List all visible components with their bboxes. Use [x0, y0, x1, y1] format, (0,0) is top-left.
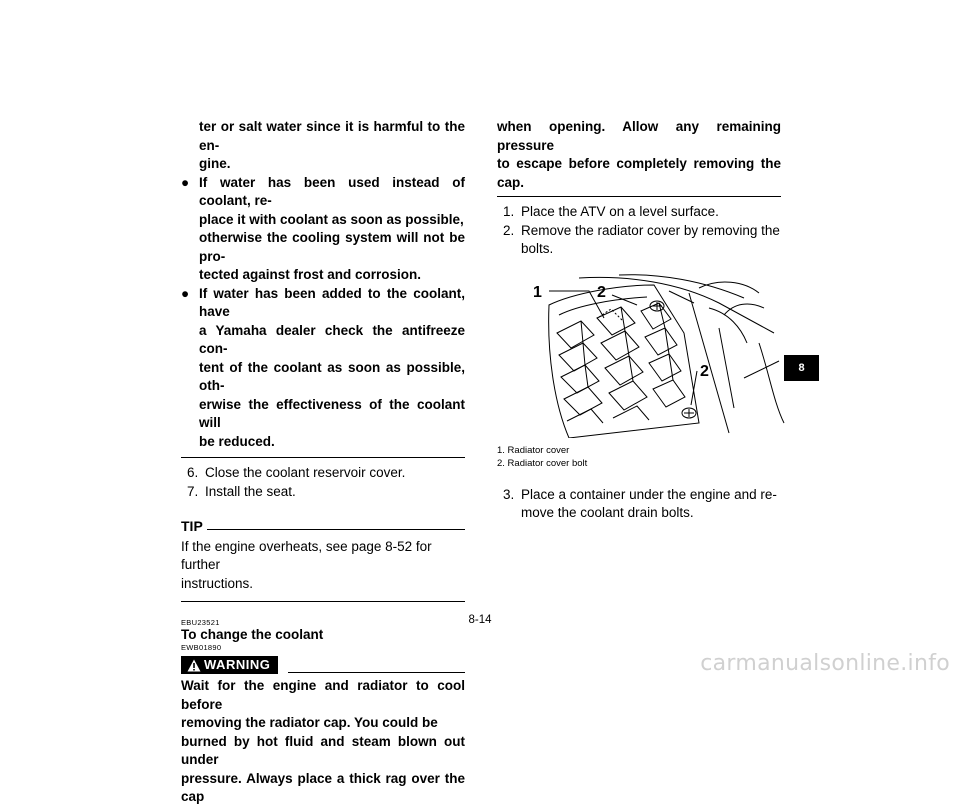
- text-line: tected against frost and corrosion.: [199, 267, 422, 282]
- warning-rule: [288, 672, 465, 673]
- text-line: erwise the effectiveness of the coolant will: [199, 396, 465, 430]
- warning-code: EWB01890: [181, 643, 222, 652]
- bullet-icon: ●: [181, 285, 190, 301]
- radiator-cover-illustration: [519, 273, 789, 438]
- tip-end-rule: [181, 601, 465, 602]
- figure-label-1: 1: [533, 283, 542, 301]
- warning-text-continued: [497, 118, 781, 192]
- warning-header: [181, 656, 465, 674]
- warning-text: [181, 677, 465, 807]
- tip-rule: [207, 529, 465, 530]
- warning-triangle-icon: [187, 659, 201, 672]
- warning-badge: [181, 656, 278, 674]
- step-text: Place a container under the engine and re-: [521, 486, 777, 502]
- step-text: Place the ATV on a level surface.: [521, 204, 719, 219]
- figure-captions: [497, 444, 781, 470]
- step-number: 1.: [503, 204, 515, 219]
- text-line: If water has been added to the coolant, have: [199, 285, 465, 319]
- caption-radiator-cover-bolt: 2. Radiator cover bolt: [497, 457, 588, 469]
- step-text: move the coolant drain bolts.: [521, 505, 694, 520]
- step-number: 3.: [503, 486, 515, 502]
- figure-label-2a: 2: [597, 283, 606, 301]
- text-line: otherwise the cooling system will not be pro-: [199, 230, 465, 264]
- chapter-tab: 8: [784, 355, 819, 381]
- tip-label: TIP: [181, 518, 203, 534]
- bullet-icon: ●: [181, 174, 190, 190]
- right-column: [497, 118, 781, 523]
- step-3: [497, 486, 781, 523]
- warning-end-rule: [497, 196, 781, 197]
- page-number: 8-14: [468, 614, 492, 626]
- text-line: If the engine overheats, see page 8-52 for further: [181, 538, 432, 572]
- section-title: To change the coolant: [181, 627, 324, 642]
- section-code: EBU23521: [181, 618, 220, 627]
- left-column: [181, 118, 465, 807]
- step-7: [181, 483, 465, 502]
- text-line: ter or salt water since it is harmful to the en-: [199, 119, 465, 153]
- tip-header: [181, 517, 465, 536]
- text-line: place it with coolant as soon as possible,: [199, 211, 464, 227]
- step-number: 2.: [503, 222, 515, 238]
- step-number: 7.: [187, 483, 199, 499]
- step-text: bolts.: [521, 241, 554, 256]
- text-line: be reduced.: [199, 433, 275, 449]
- text-line: If water has been used instead of coolant, re-: [199, 174, 465, 208]
- text-line: removing the radiator cap. You could be: [181, 715, 438, 730]
- figure-label-2b: 2: [700, 362, 709, 380]
- step-text: Remove the radiator cover by removing the: [521, 222, 780, 238]
- bullet-item-water-replace: [181, 174, 465, 285]
- step-6: [181, 464, 465, 483]
- text-line: tent of the coolant as soon as possible, oth-: [199, 359, 465, 393]
- tip-body: [181, 538, 465, 594]
- text-line: when opening. Allow any remaining pressure: [497, 119, 781, 153]
- text-line: a Yamaha dealer check the antifreeze con-: [199, 322, 465, 356]
- step-text: Install the seat.: [205, 483, 296, 499]
- text-line: burned by hot fluid and steam blown out under: [181, 733, 465, 767]
- bullet-item-water-added: [181, 285, 465, 452]
- text-line: instructions.: [181, 575, 254, 591]
- caption-radiator-cover: 1. Radiator cover: [497, 444, 570, 456]
- text-line: gine.: [199, 156, 231, 171]
- text-line: to escape before completely removing the cap.: [497, 156, 781, 190]
- notice-end-rule: [181, 457, 465, 458]
- watermark: carmanualsonline.info: [700, 651, 950, 676]
- warning-label: WARNING: [204, 656, 271, 672]
- step-1: [497, 203, 781, 222]
- continued-warning-text: [181, 118, 465, 174]
- step-number: 6.: [187, 465, 199, 480]
- text-line: pressure. Always place a thick rag over the cap: [181, 770, 465, 804]
- text-line: Wait for the engine and radiator to cool before: [181, 678, 465, 712]
- step-2: [497, 222, 781, 259]
- step-text: Close the coolant reservoir cover.: [205, 465, 406, 480]
